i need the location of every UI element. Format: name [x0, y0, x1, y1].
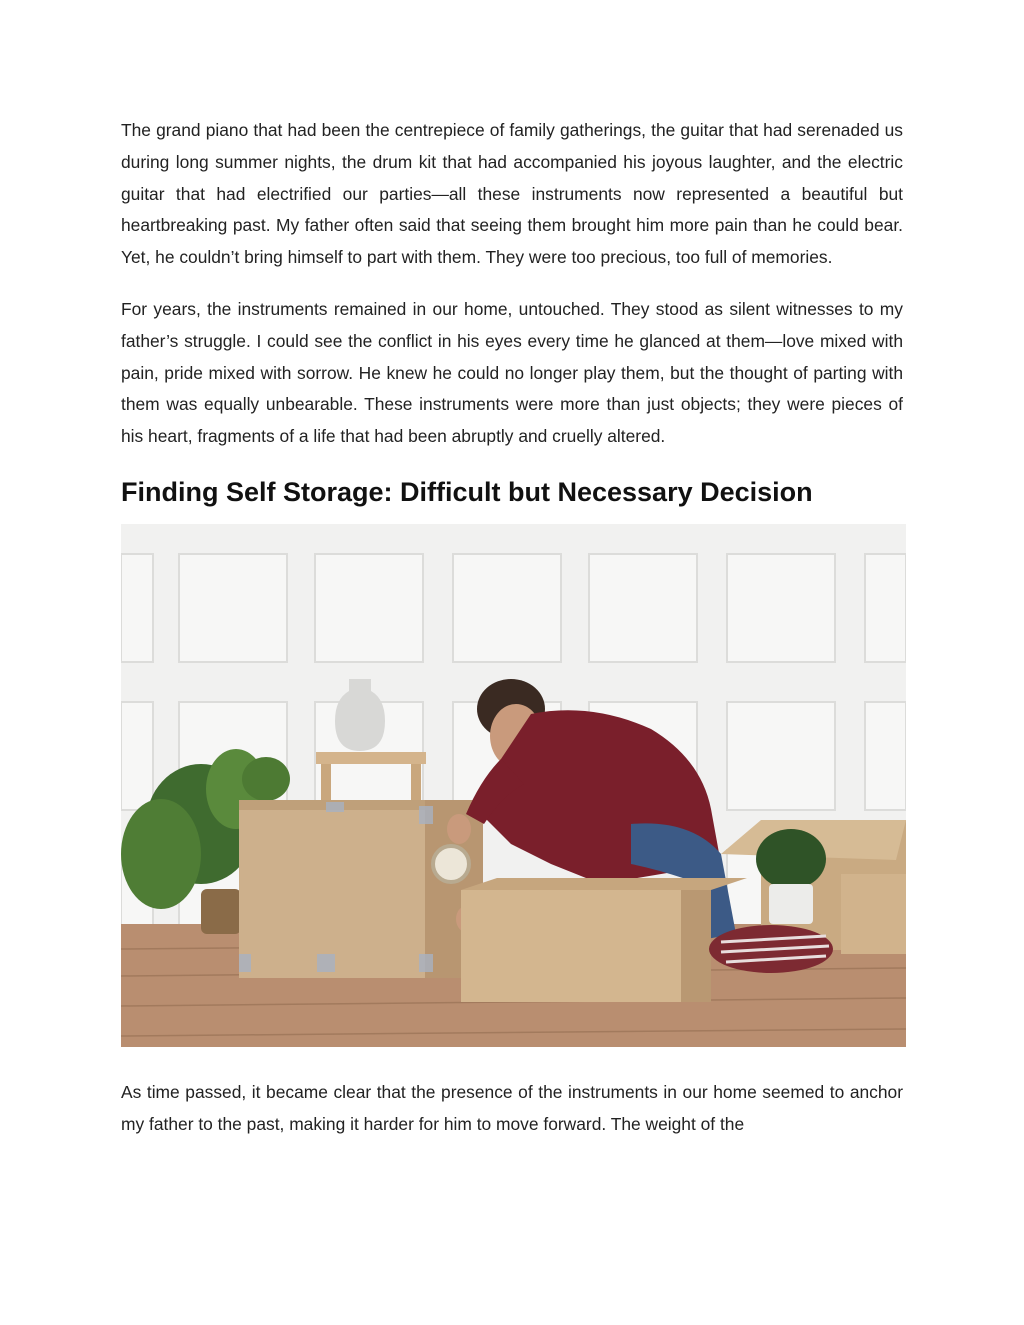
paragraph-1: The grand piano that had been the centrepiece of family gatherings, the guitar that had serenaded us during long summer nights, the drum kit that had accompanied his joyous laughter, and the electric guitar that had electrified our parties—all these instruments now represented a beautiful but heartbreaking past. My father often said that seeing them brought him more pain than he could bear. Yet, he couldn’t bring himself to part with them. They were too precious, too full of memories. [121, 120, 903, 268]
man-packing-boxes-photo [121, 524, 906, 1047]
paragraph-2: For years, the instruments remained in our home, untouched. They stood as silent witnesses to my father’s struggle. I could see the conflict in his eyes every time he glanced at them—love mixed with pain, pride mixed with sorrow. He knew he could no longer play them, but the thought of parting with them was equally unbearable. These instruments were more than just objects; they were pieces of his heart, fragments of a life that had been abruptly and cruelly altered. [121, 298, 903, 447]
paragraph-3: As time passed, it became clear that the presence of the instruments in our home seemed to anchor my father to the past, making it harder for him to move forward. The weight of the [121, 1081, 903, 1134]
document-page [121, 115, 903, 1141]
section-heading: Finding Self Storage: Difficult but Necessary Decision [121, 476, 813, 507]
